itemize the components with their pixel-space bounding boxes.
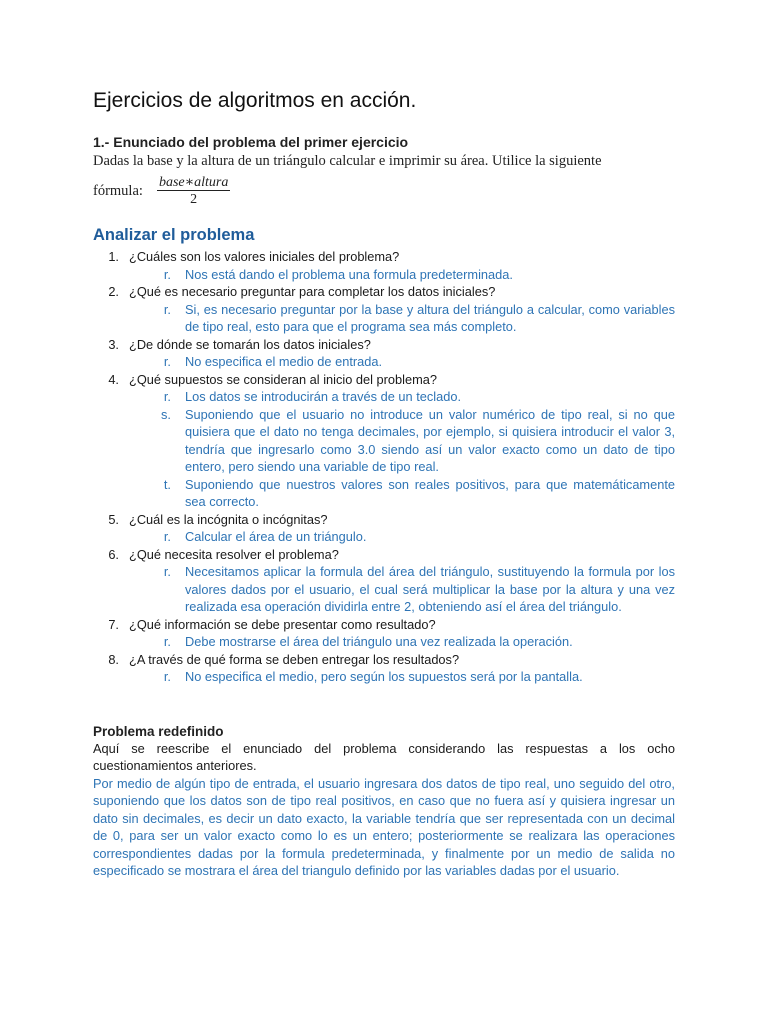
document-page [93,86,675,880]
formula-row [93,173,675,209]
question-row [93,651,675,669]
answer-list [93,668,675,686]
answer-list [93,353,675,371]
formula-numerator: base∗altura [158,174,229,190]
question-text: ¿A través de qué forma se deben entregar los resultados? [129,651,460,667]
question-row [93,616,675,634]
exercise-statement: Dadas la base y la altura de un triángulo calcular e imprimir su área. Utilice la siguiente [93,153,602,169]
question-item [93,651,675,686]
answer-list [93,266,675,284]
question-number: 2. [108,284,119,299]
question-text: ¿Qué es necesario preguntar para completar los datos iniciales? [129,284,496,299]
exercise-heading: 1.- Enunciado del problema del primer ejercicio [93,134,409,150]
answer-text: Suponiendo que nuestros valores son reales positivos, para que matemáticamente sea correcto. [185,476,675,509]
answer-list [93,528,675,546]
answer-list [93,563,675,616]
answer-item [93,406,675,476]
question-item [93,371,675,511]
question-row [93,283,675,301]
answer-text: No especifica el medio de entrada. [185,354,383,369]
question-row [93,371,675,389]
question-number: 6. [108,546,119,562]
answer-text: Necesitamos aplicar la formula del área del triángulo, sustituyendo la formula por los valores dados por el usuario, el cual será multiplicar la base por la altura y una vez realizada esa operación dividirla entre 2, obteniendo así el área del triángulo. [185,564,675,614]
answer-list [93,301,675,336]
redefined-heading: Problema redefinido [93,723,224,739]
question-row [93,336,675,354]
answer-list [93,388,675,511]
redefined-intro: Aquí se reescribe el enunciado del problema considerando las respuestas a los ocho cuestionamientos anteriores. [93,740,675,773]
answer-text: Los datos se introducirán a través de un teclado. [185,389,462,404]
question-item [93,336,675,371]
answer-text: Debe mostrarse el área del triángulo una vez realizada la operación. [185,634,573,649]
question-row [93,511,675,529]
answer-letter: r. [163,301,171,317]
answer-letter: t. [163,476,171,492]
formula-denominator: 2 [190,191,198,207]
question-row [93,546,675,564]
answer-item [93,353,675,371]
answer-letter: r. [163,529,171,544]
question-item [93,616,675,651]
answer-item [93,476,675,511]
document-title: Ejercicios de algoritmos en acción. [93,89,417,112]
question-item [93,546,675,616]
answer-letter: r. [163,354,171,369]
answer-text: Nos está dando el problema una formula predeterminada. [185,266,513,282]
area-formula [157,175,230,208]
answer-list [93,633,675,651]
question-text: ¿Qué necesita resolver el problema? [129,546,339,562]
answer-item [93,563,675,616]
question-row [93,248,675,266]
answer-letter: r. [163,266,171,282]
answer-letter: r. [163,669,171,684]
question-text: ¿Cuáles son los valores iniciales del problema? [129,249,400,264]
answer-letter: s. [161,406,171,422]
question-text: ¿De dónde se tomarán los datos iniciales? [129,336,371,352]
question-number: 5. [108,511,119,527]
question-text: ¿Qué supuestos se consideran al inicio del problema? [129,371,438,387]
question-number: 4. [108,371,119,387]
answer-item [93,668,675,686]
answer-item [93,633,675,651]
answer-item [93,266,675,284]
question-number: 7. [108,616,119,632]
answer-text: Si, es necesario preguntar por la base y altura del triángulo a calcular, como variables de tipo real, esto para que el programa sea más completo. [185,301,675,334]
answer-item [93,388,675,406]
formula-label: fórmula: [93,182,143,199]
question-number: 8. [108,651,119,667]
answer-item [93,528,675,546]
question-text: ¿Qué información se debe presentar como resultado? [129,616,436,632]
answer-text: No especifica el medio, pero según los supuestos será por la pantalla. [185,669,583,684]
answer-letter: r. [163,564,171,579]
question-number: 3. [108,336,119,352]
question-item [93,248,675,283]
answer-text: Calcular el área de un triángulo. [185,529,367,544]
question-text: ¿Cuál es la incógnita o incógnitas? [129,511,328,527]
question-list [93,248,675,686]
answer-item [93,301,675,336]
answer-letter: r. [163,634,171,649]
question-number: 1. [108,249,119,264]
question-item [93,511,675,546]
analysis-title: Analizar el problema [93,226,255,244]
answer-letter: r. [163,389,171,404]
answer-text: Suponiendo que el usuario no introduce un valor numérico de tipo real, si no que quisiera que el dato no tenga decimales, por ejemplo, si quisiera introducir el valor 3, tendría que ingresarlo como 3.0 siendo así un valor exacto como un dato de tipo entero, pero siendo una variable de tipo real. [185,406,675,474]
redefined-body: Por medio de algún tipo de entrada, el usuario ingresara dos datos de tipo real, uno seguido del otro, suponiendo que los datos son de tipo real positivos, en caso que no fuera así y quisiera ingresar un dato sin decimales, es decir un dato exacto, la variable tendría que ser representada con un decimal de 0, para ser un valor exacto como lo es un entero; posteriormente se realizara las operaciones correspondientes dadas por la formula predeterminada, y finalmente por un medio de salida no especificado se mostrara el área del triangulo definido por las variables dadas por el usuario. [93,775,675,878]
question-item [93,283,675,336]
